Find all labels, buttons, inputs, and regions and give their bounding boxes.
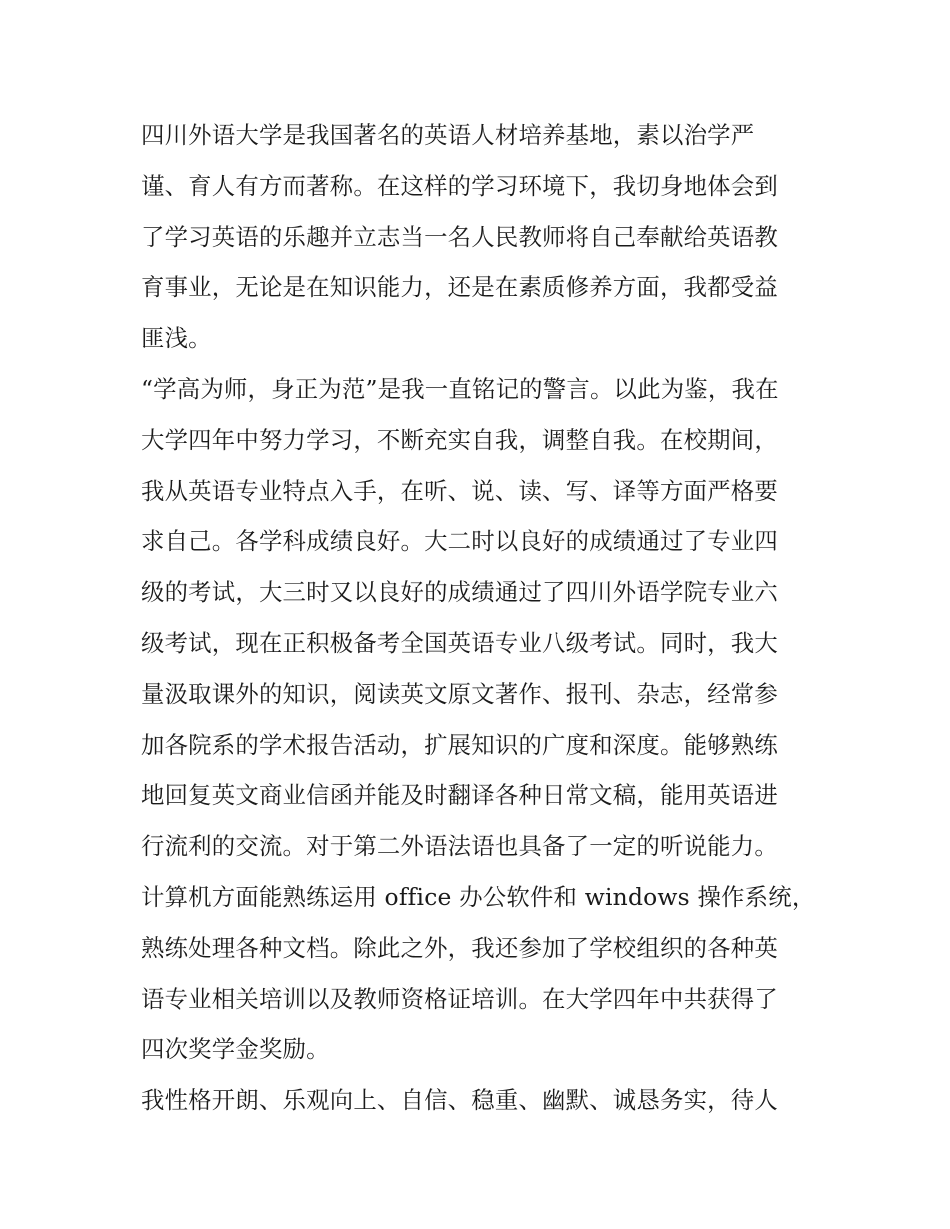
text-line: 行流利的交流。对于第二外语法语也具备了一定的听说能力。	[141, 832, 778, 861]
text-line: 我从英语专业特点入手，在听、说、读、写、译等方面严格要	[141, 476, 778, 505]
text-line: 地回复英文商业信函并能及时翻译各种日常文稿，能用英语进	[141, 781, 778, 810]
text-line: 语专业相关培训以及教师资格证培训。在大学四年中共获得了	[141, 984, 778, 1013]
paragraph-personality	[141, 1075, 813, 1126]
text-line: 量汲取课外的知识，阅读英文原文著作、报刊、杂志，经常参	[141, 679, 778, 708]
text-line: 谨、育人有方而著称。在这样的学习环境下，我切身地体会到	[141, 171, 778, 200]
text-line: 计算机方面能熟练运用 office 办公软件和 windows 操作系统，	[141, 882, 816, 911]
text-line: 级的考试，大三时又以良好的成绩通过了四川外语学院专业六	[141, 578, 778, 607]
text-line: “学高为师，身正为范”是我一直铭记的警言。以此为鉴，我在	[141, 374, 779, 403]
text-line: 了学习英语的乐趣并立志当一名人民教师将自己奉献给英语教	[141, 222, 778, 251]
document-page	[141, 110, 816, 1126]
paragraph-intro	[141, 110, 813, 364]
text-line: 大学四年中努力学习，不断充实自我，调整自我。在校期间，	[141, 425, 778, 454]
text-line: 我性格开朗、乐观向上、自信、稳重、幽默、诚恳务实，待人	[141, 1086, 778, 1115]
text-line: 级考试，现在正积极备考全国英语专业八级考试。同时，我大	[141, 628, 778, 657]
text-line: 四次奖学金奖励。	[141, 1035, 330, 1064]
paragraph-study	[141, 364, 816, 1075]
text-line: 加各院系的学术报告活动，扩展知识的广度和深度。能够熟练	[141, 730, 778, 759]
text-line: 求自己。各学科成绩良好。大二时以良好的成绩通过了专业四	[141, 527, 778, 556]
text-line: 熟练处理各种文档。除此之外，我还参加了学校组织的各种英	[141, 933, 778, 962]
text-line: 匪浅。	[141, 324, 212, 353]
text-line: 育事业，无论是在知识能力，还是在素质修养方面，我都受益	[141, 273, 778, 302]
text-line: 四川外语大学是我国著名的英语人材培养基地，素以治学严	[141, 121, 755, 149]
